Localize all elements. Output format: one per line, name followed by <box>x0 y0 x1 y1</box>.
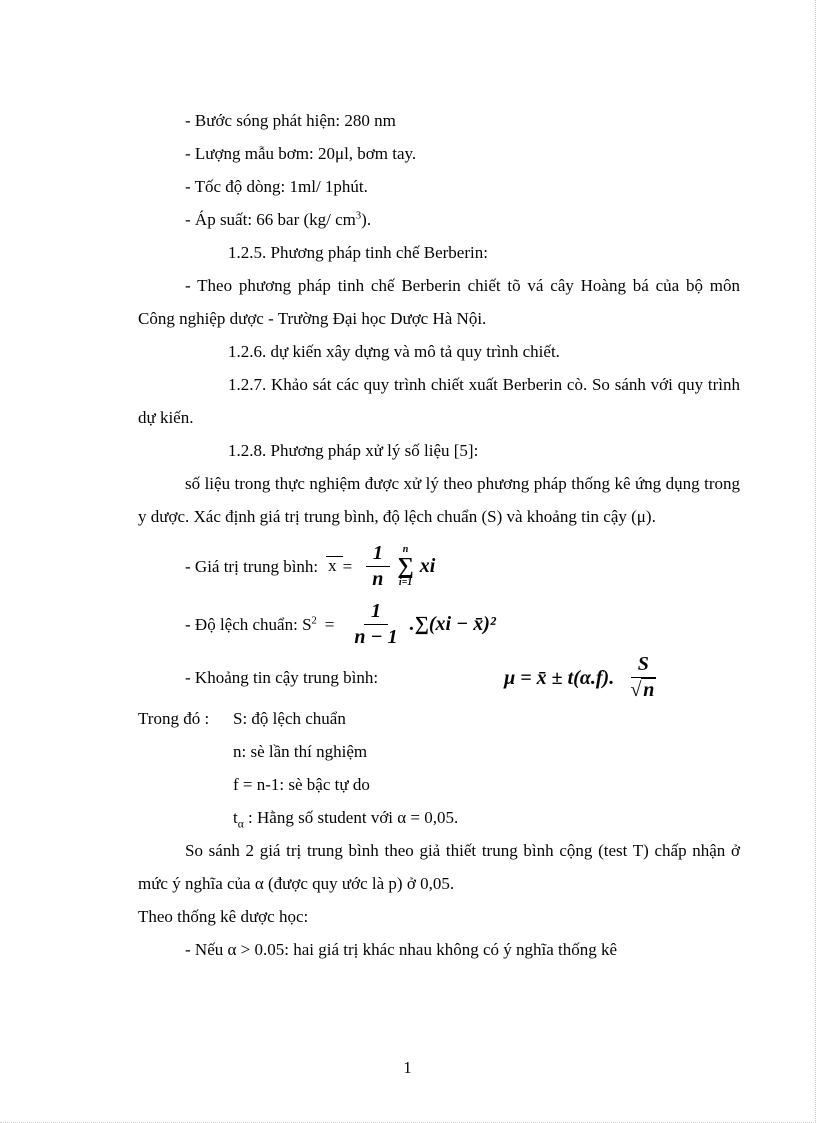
ci-formula-expression <box>504 653 666 702</box>
paragraph-1-2-5: - Theo phương pháp tinh chế Berberin chiết tõ vá cây Hoàng bá của bộ môn Công nghiệp dược - Trường Đại học Dược Hà Nội. <box>138 276 740 328</box>
t-symbol: t <box>233 808 238 827</box>
sd-formula-tail: .∑(xi − x̄)² <box>409 613 496 635</box>
formula-mean-row <box>138 539 740 593</box>
fraction <box>623 653 663 702</box>
spec-pressure-text: - Áp suất: 66 bar (kg/ cm <box>185 210 356 229</box>
sum-lower-limit: i=1 <box>398 576 413 588</box>
sd-formula-expression <box>344 600 496 649</box>
radical-argument: n <box>643 679 655 701</box>
where-s-definition: S: độ lệch chuẩn <box>233 709 346 728</box>
equals-sign: = <box>342 556 353 576</box>
superscript-exponent: 3 <box>355 210 362 222</box>
where-f-definition: f = n-1: sè bậc tự do <box>233 775 370 794</box>
fraction-denominator: n <box>372 567 384 590</box>
paragraph-if-alpha: - Nếu α > 0.05: hai giá trị khác nhau không có ý nghĩa thống kê <box>185 940 618 959</box>
mean-formula-expression <box>362 542 435 591</box>
fraction-numerator: 1 <box>364 600 388 625</box>
equals-sign: = <box>324 614 335 634</box>
spec-pressure-close: ). <box>361 210 372 229</box>
fraction-denominator: n − 1 <box>354 625 398 648</box>
where-n-definition: n: sè lần thí nghiệm <box>233 742 368 761</box>
fraction-numerator: 1 <box>366 542 390 567</box>
t-definition-text: : Hằng số student với α = 0,05. <box>243 808 459 827</box>
where-t-definition <box>138 801 740 834</box>
where-intro-row <box>138 702 740 735</box>
document-content <box>138 104 740 966</box>
formula-sd-label-text: - Độ lệch chuẩn: S <box>185 614 312 634</box>
fraction-numerator: S <box>631 653 656 678</box>
heading-1-2-5: 1.2.5. Phương pháp tinh chế Berberin: <box>228 243 488 262</box>
sum-upper-limit: n <box>402 544 409 556</box>
heading-1-2-7: 1.2.7. Khảo sát các quy trình chiết xuất Berberin cò. So sánh với quy trình dự kiến. <box>138 375 740 427</box>
paragraph-compare: So sánh 2 giá trị trung bình theo giả thiết trung bình cộng (test T) chấp nhận ở mức ý nghĩa của α (được quy ước là p) ở 0,05. <box>138 841 740 893</box>
summation <box>397 544 413 588</box>
spec-wavelength: - Bước sóng phát hiện: 280 nm <box>185 111 396 130</box>
heading-1-2-6: 1.2.6. dự kiến xây dựng và mô tả quy trình chiết. <box>228 342 560 361</box>
sigma-icon: ∑ <box>397 553 414 579</box>
where-intro-label: Trong đó : <box>138 709 210 728</box>
spec-pressure <box>138 203 740 236</box>
fraction <box>365 542 390 591</box>
formula-ci-row <box>138 653 740 702</box>
fraction <box>347 600 404 649</box>
heading-1-2-8: 1.2.8. Phương pháp xử lý số liệu [5]: <box>228 441 479 460</box>
spec-flow-rate: - Tốc độ dòng: 1ml/ 1phút. <box>185 177 368 196</box>
superscript-exponent: 2 <box>311 614 317 626</box>
t-subscript-alpha: α <box>237 817 244 831</box>
formula-ci-label: - Khoảng tin cậy trung bình: <box>185 668 379 687</box>
radical-sign: √ <box>630 679 642 701</box>
formula-mean-label: - Giá trị trung bình: <box>185 556 319 576</box>
formula-sd-row <box>138 599 740 649</box>
xbar-symbol: x <box>326 556 343 576</box>
ci-formula-lhs: μ = x̄ ± t(α.f). <box>504 666 615 689</box>
fraction-denominator <box>623 678 663 702</box>
paragraph-statistics: Theo thống kê dược học: <box>138 907 309 926</box>
formula-sd-label <box>185 608 317 641</box>
spec-sample-volume: - Lượng mẫu bơm: 20μl, bơm tay. <box>185 144 417 163</box>
sum-term: xi <box>419 555 436 577</box>
paragraph-1-2-8: số liệu trong thực nghiệm được xử lý theo phương pháp thống kê ứng dụng trong y dược. Xác định giá trị trung bình, độ lệch chuẩn (S) và khoảng tin cậy (μ). <box>138 474 740 526</box>
page-number: 1 <box>403 1058 412 1077</box>
